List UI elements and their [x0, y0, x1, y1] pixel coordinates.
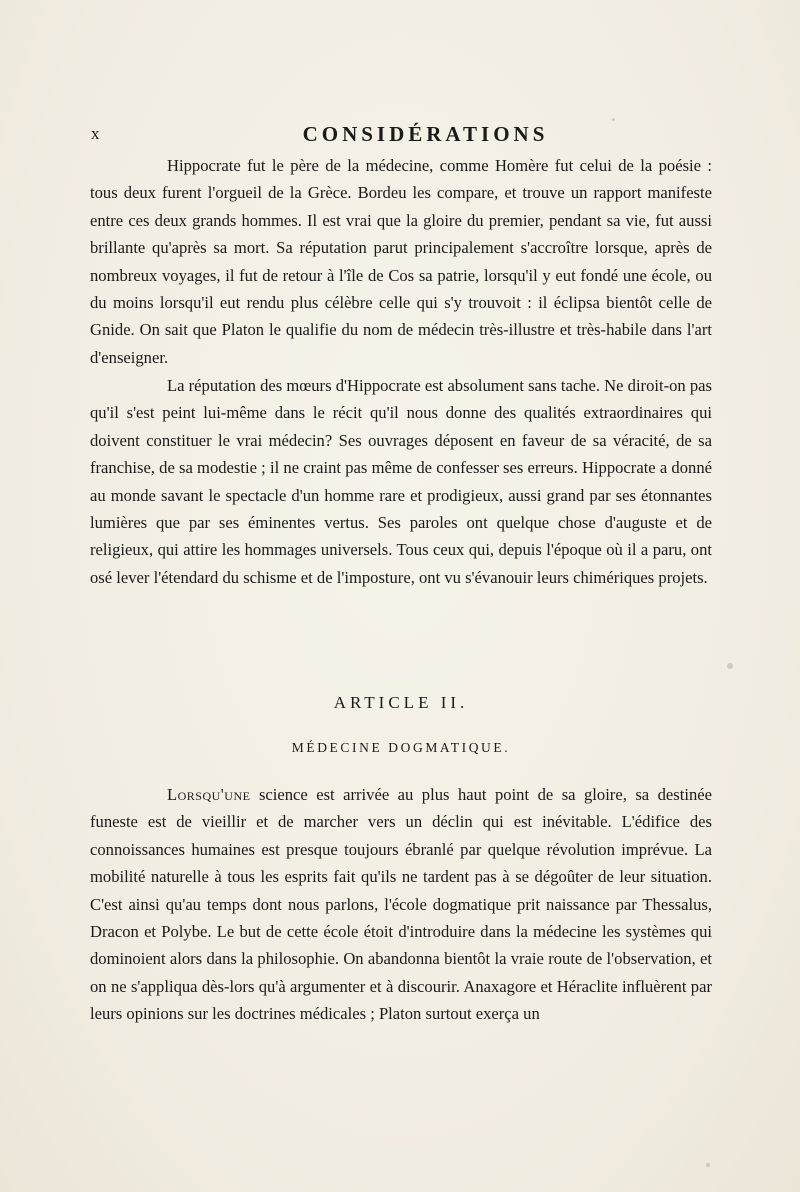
article-subheading: MÉDECINE DOGMATIQUE.: [291, 740, 511, 755]
article-heading: ARTICLE II.: [333, 693, 469, 712]
paragraph-body: science est arrivée au plus haut point de sa gloire, sa destinée funeste est de vieillir et de marcher vers un déclin qui est inévitable. L'édifice des connoissances humaines est presque toujours ébranlé par quelque révolution imprévue. La mobilité naturelle à tous les esprits fait qu'ils ne tardent pas à se dégoûter de leur situation. C'est ainsi qu'au temps dont nous parlons, l'école dogmatique prit naissance par Thessalus, Dracon et Polybe. Le but de cette école étoit d'introduire dans la médecine les systèmes qui dominoient alors dans la philosophie. On abandonna bientôt la vraie route de l'observation, et on ne s'appliqua dès-lors qu'à argumenter et à discourir. Anaxagore et Héraclite influèrent par leurs opinions sur les doctrines médicales ; Platon surtout exerça un: [90, 785, 712, 1024]
paragraph-text: [90, 781, 712, 1028]
running-head: [91, 122, 711, 148]
paragraph-hippocrate-reputation: [90, 372, 712, 591]
page-number: x: [91, 124, 101, 143]
paragraph-hippocrate-father: [90, 152, 712, 371]
paper-speck: [727, 663, 733, 669]
running-title: CONSIDÉRATIONS: [302, 122, 549, 146]
paragraph-text: La réputation des mœurs d'Hippocrate est absolument sans tache. Ne diroit-on pas qu'il s'est peint lui-même dans le récit qu'il nous donne des qualités extraordinaires qui doivent constituer le vrai médecin? Ses ouvrages déposent en faveur de sa véracité, de sa franchise, de sa modestie ; il ne craint pas même de confesser ses erreurs. Hippocrate a donné au monde savant le spectacle d'un homme rare et prodigieux, aussi grand par ses étonnantes lumières que par ses éminentes vertus. Ses paroles ont quelque chose d'auguste et de religieux, qui attire les hommages universels. Tous ceux qui, depuis l'époque où il a paru, ont osé lever l'étendard du schisme et de l'imposture, ont vu s'évanouir leurs chimériques projets.: [90, 376, 712, 587]
paragraph-text: Hippocrate fut le père de la médecine, comme Homère fut celui de la poésie : tous deux furent l'orgueil de la Grèce. Bordeu les compare, et trouve un rapport manifeste entre ces deux grands hommes. Il est vrai que la gloire du premier, pendant sa vie, fut aussi brillante qu'après sa mort. Sa réputation parut principalement s'accroître lorsque, après de nombreux voyages, il fut de retour à l'île de Cos sa patrie, lorsqu'il y eut fondé une école, ou du moins lorsqu'il eut rendu plus célèbre celle qui s'y trouvoit : il éclipsa bientôt celle de Gnide. On sait que Platon le qualifie du nom de médecin très-illustre et très-habile dans l'art d'enseigner.: [90, 156, 712, 367]
paragraph-dogmatic-school: [90, 781, 712, 1028]
paper-speck: [612, 118, 615, 121]
paragraph-lead-word: Lorsqu'une: [167, 785, 251, 804]
paper-speck: [706, 1163, 710, 1167]
